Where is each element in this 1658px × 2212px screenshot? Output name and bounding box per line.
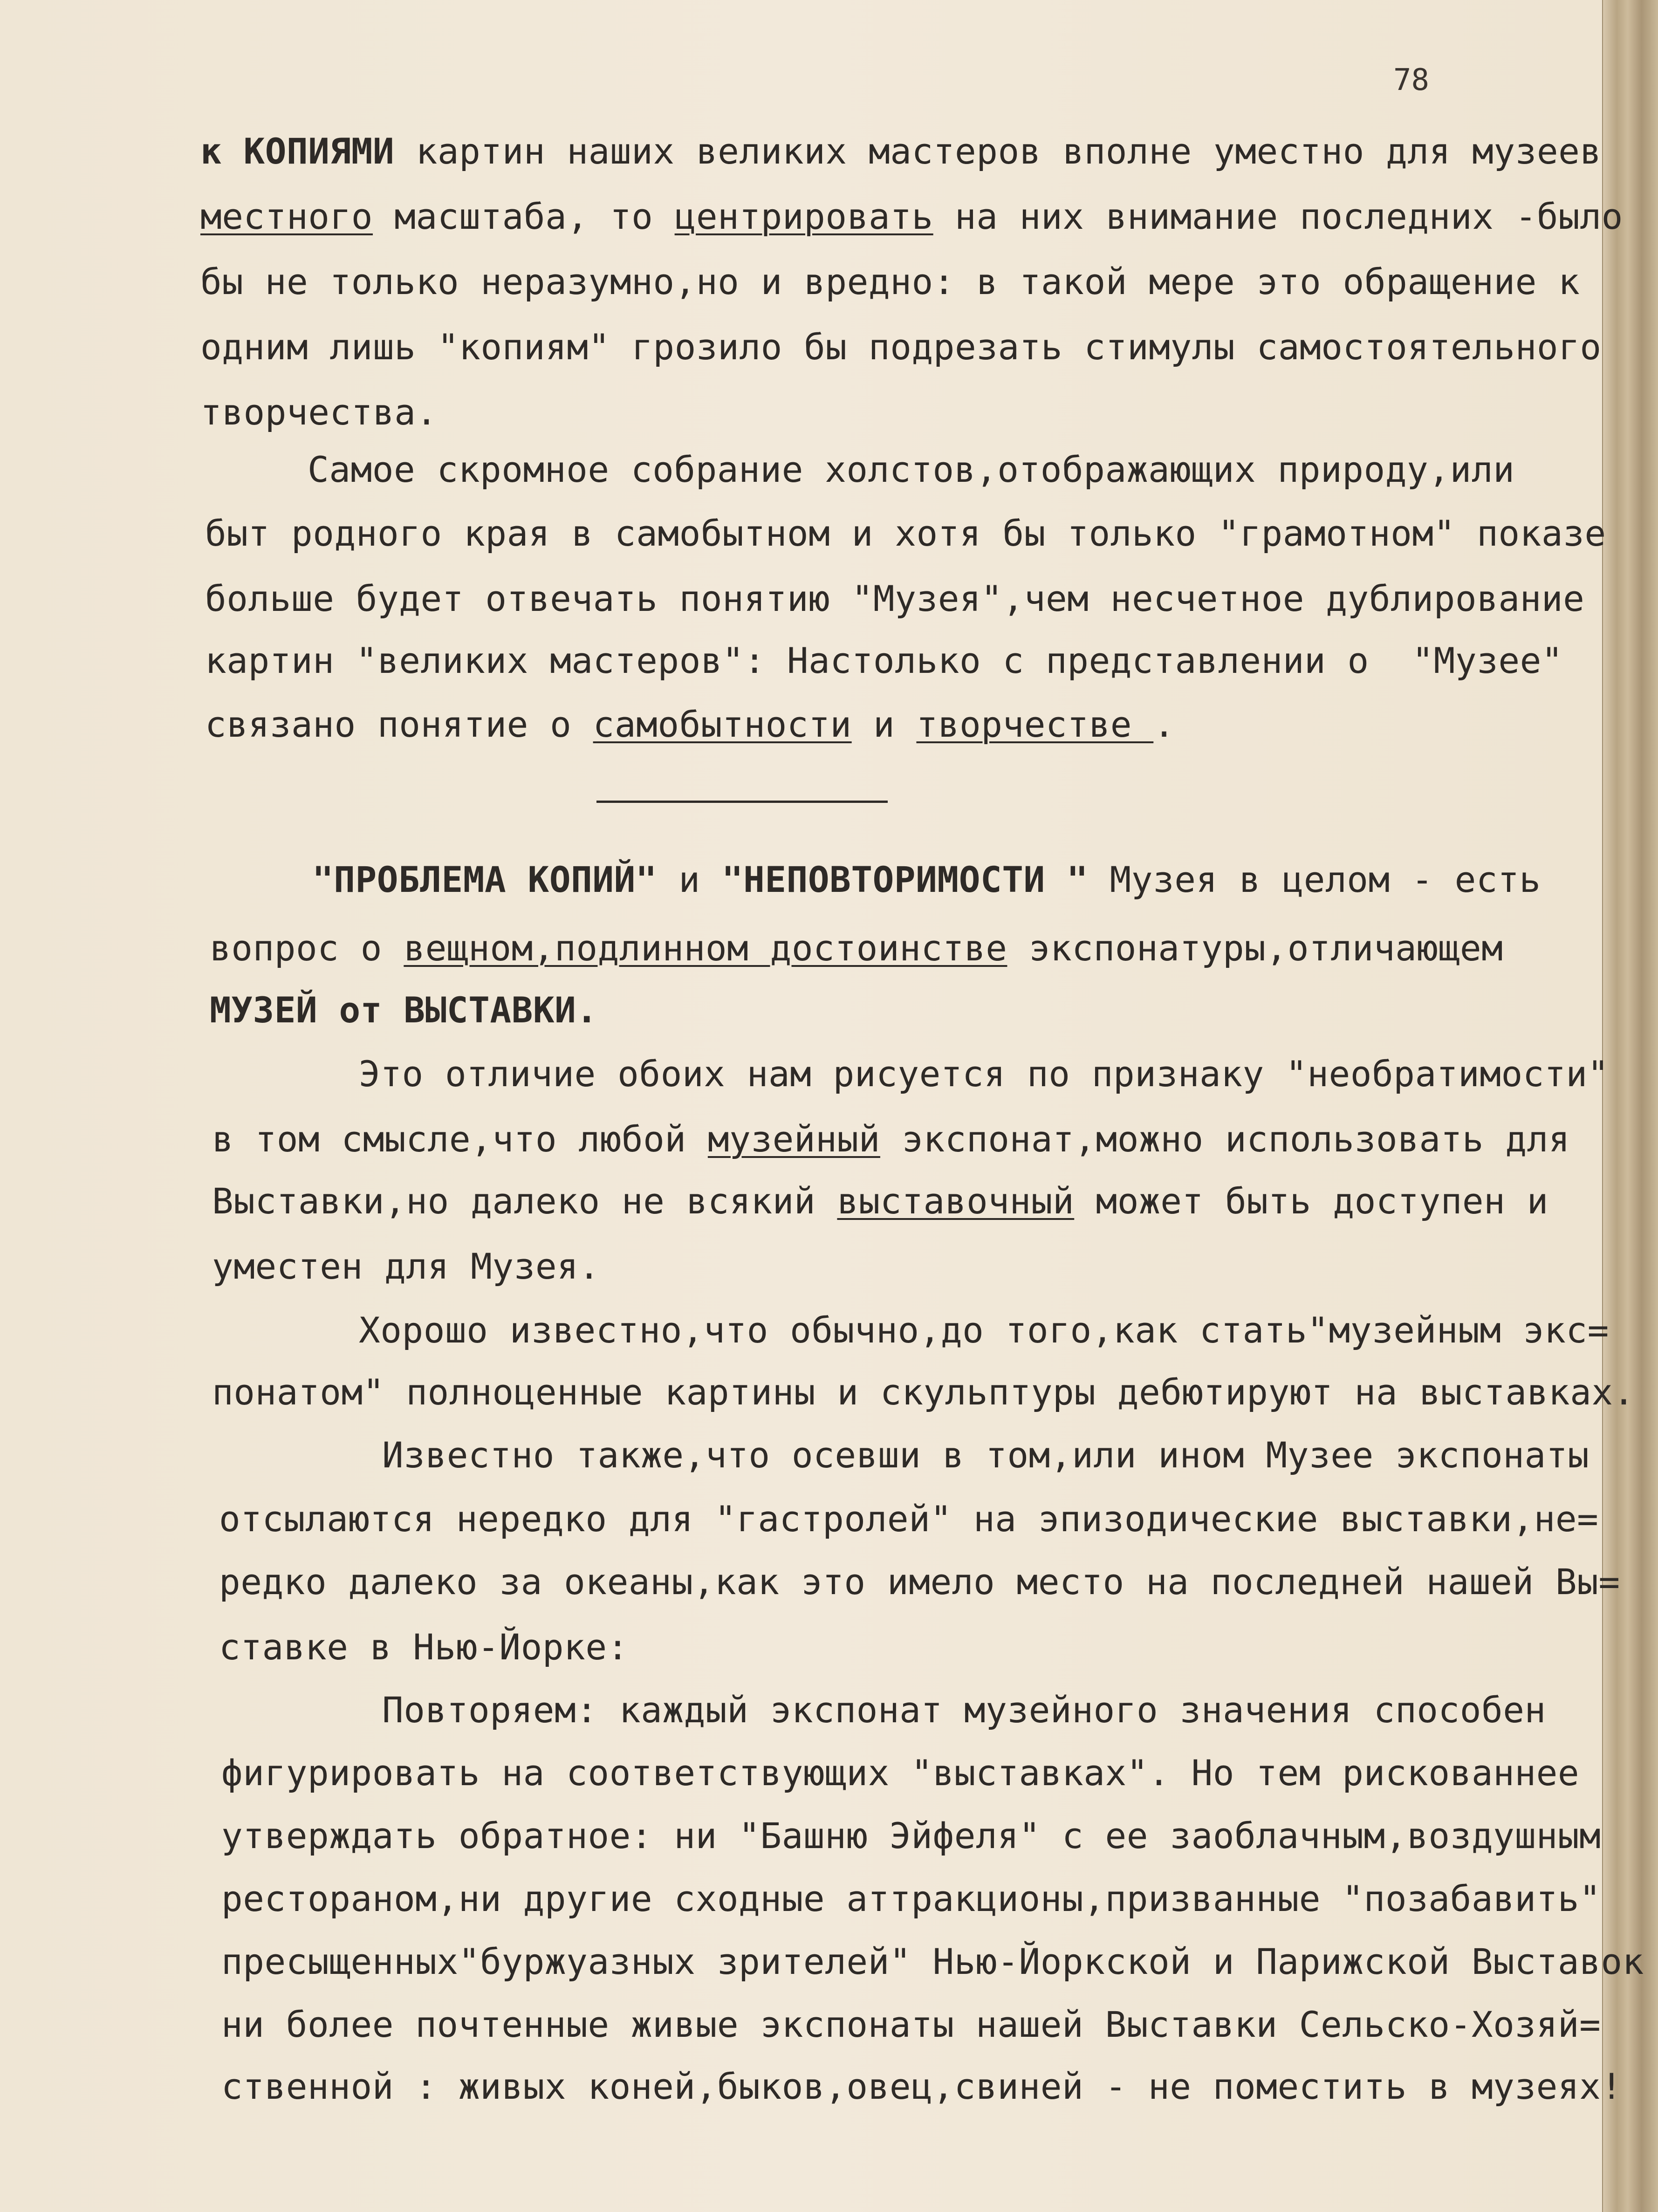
text-line: Это отличие обоих нам рисуется по признаку "необратимости"	[359, 1053, 1609, 1095]
text-line	[210, 927, 1503, 969]
text-line: фигурировать на соответствующих "выставках". Но тем рискованнее	[221, 1752, 1580, 1794]
page-number: 78	[1393, 63, 1430, 97]
text-line: Известно также,что осевши в том,или ином Музее экспонаты	[382, 1434, 1589, 1476]
text-span: .	[1153, 704, 1175, 745]
text-line: утверждать обратное: ни "Башню Эйфеля" с ее заоблачным,воздушным	[221, 1815, 1601, 1856]
section-divider	[596, 801, 888, 803]
text-line: быт родного края в самобытном и хотя бы только "грамотном" показе	[205, 513, 1606, 554]
text-line: ственной : живых коней,быков,овец,свиней - не поместить в музеях!	[221, 2066, 1623, 2107]
underlined-term: музейный	[707, 1118, 880, 1160]
text-span: масштаба, то	[373, 196, 675, 237]
text-line: бы не только неразумно,но и вредно: в такой мере это обращение к	[200, 261, 1580, 302]
text-line	[212, 1118, 1570, 1160]
underlined-term: самобытности	[593, 704, 852, 745]
text-span: экспонат,можно использовать для	[880, 1118, 1570, 1160]
text-span: и	[851, 704, 917, 745]
text-span: вопрос о	[210, 927, 404, 969]
underlined-term: местного	[200, 196, 373, 237]
text-line: пресыщенных"буржуазных зрителей" Нью-Йоркской и Парижской Выставок	[221, 1941, 1644, 1982]
text-span: Музея в целом - есть	[1088, 859, 1541, 900]
page-stack-edge	[1603, 0, 1658, 2212]
text-line: Самое скромное собрание холстов,отображающих природу,или	[308, 449, 1515, 490]
text-line: творчества.	[200, 391, 438, 433]
text-line: Хорошо известно,что обычно,до того,как стать"музейным экс=	[359, 1309, 1609, 1351]
text-line	[312, 859, 1541, 900]
text-line: отсылаются нередко для "гастролей" на эпизодические выставки,не=	[219, 1498, 1599, 1540]
text-span: может быть доступен и	[1074, 1180, 1548, 1222]
text-line: ставке в Нью-Йорке:	[219, 1626, 629, 1668]
text-span: к КОПИЯМИ	[200, 130, 395, 172]
text-line: понатом" полноценные картины и скульптуры дебютируют на выставках.	[212, 1371, 1635, 1413]
text-line: больше будет отвечать понятию "Музея",чем несчетное дублирование	[205, 578, 1585, 619]
text-line	[200, 130, 1602, 172]
text-line: рестораном,ни другие сходные аттракционы,призванные "позабавить"	[221, 1878, 1601, 1919]
text-span: "НЕПОВТОРИМОСТИ "	[721, 859, 1089, 900]
text-span: Выставки,но далеко не всякий	[212, 1180, 837, 1222]
text-line: картин "великих мастеров": Настолько с представлении о "Музее"	[205, 640, 1563, 681]
text-line: МУЗЕЙ от ВЫСТАВКИ.	[210, 989, 598, 1031]
text-span: на них внимание последних -было	[933, 196, 1623, 237]
underlined-term: вещном,подлинном достоинстве	[404, 927, 1007, 969]
text-span: картин наших великих мастеров вполне уместно для музеев	[394, 130, 1602, 172]
text-line: Повторяем: каждый экспонат музейного значения способен	[382, 1689, 1546, 1731]
text-line: ни более почтенные живые экспонаты нашей Выставки Сельско-Хозяй=	[221, 2004, 1601, 2045]
underlined-term: центрировать	[674, 196, 933, 237]
text-span: в том смысле,что любой	[212, 1118, 708, 1160]
text-span: экспонатуры,отличающем	[1007, 927, 1503, 969]
text-line: уместен для Музея.	[212, 1246, 600, 1287]
text-line	[205, 704, 1175, 745]
text-span: "ПРОБЛЕМА КОПИЙ"	[312, 859, 658, 900]
text-span: и	[657, 859, 722, 900]
text-line: одним лишь "копиям" грозило бы подрезать стимулы самостоятельного	[200, 326, 1602, 368]
text-line	[212, 1180, 1548, 1222]
text-line	[200, 196, 1623, 237]
text-line: редко далеко за океаны,как это имело место на последней нашей Вы=	[219, 1561, 1620, 1603]
text-span: связано понятие о	[205, 704, 593, 745]
underlined-term: творчестве	[916, 704, 1154, 745]
underlined-term: выставочный	[837, 1180, 1075, 1222]
